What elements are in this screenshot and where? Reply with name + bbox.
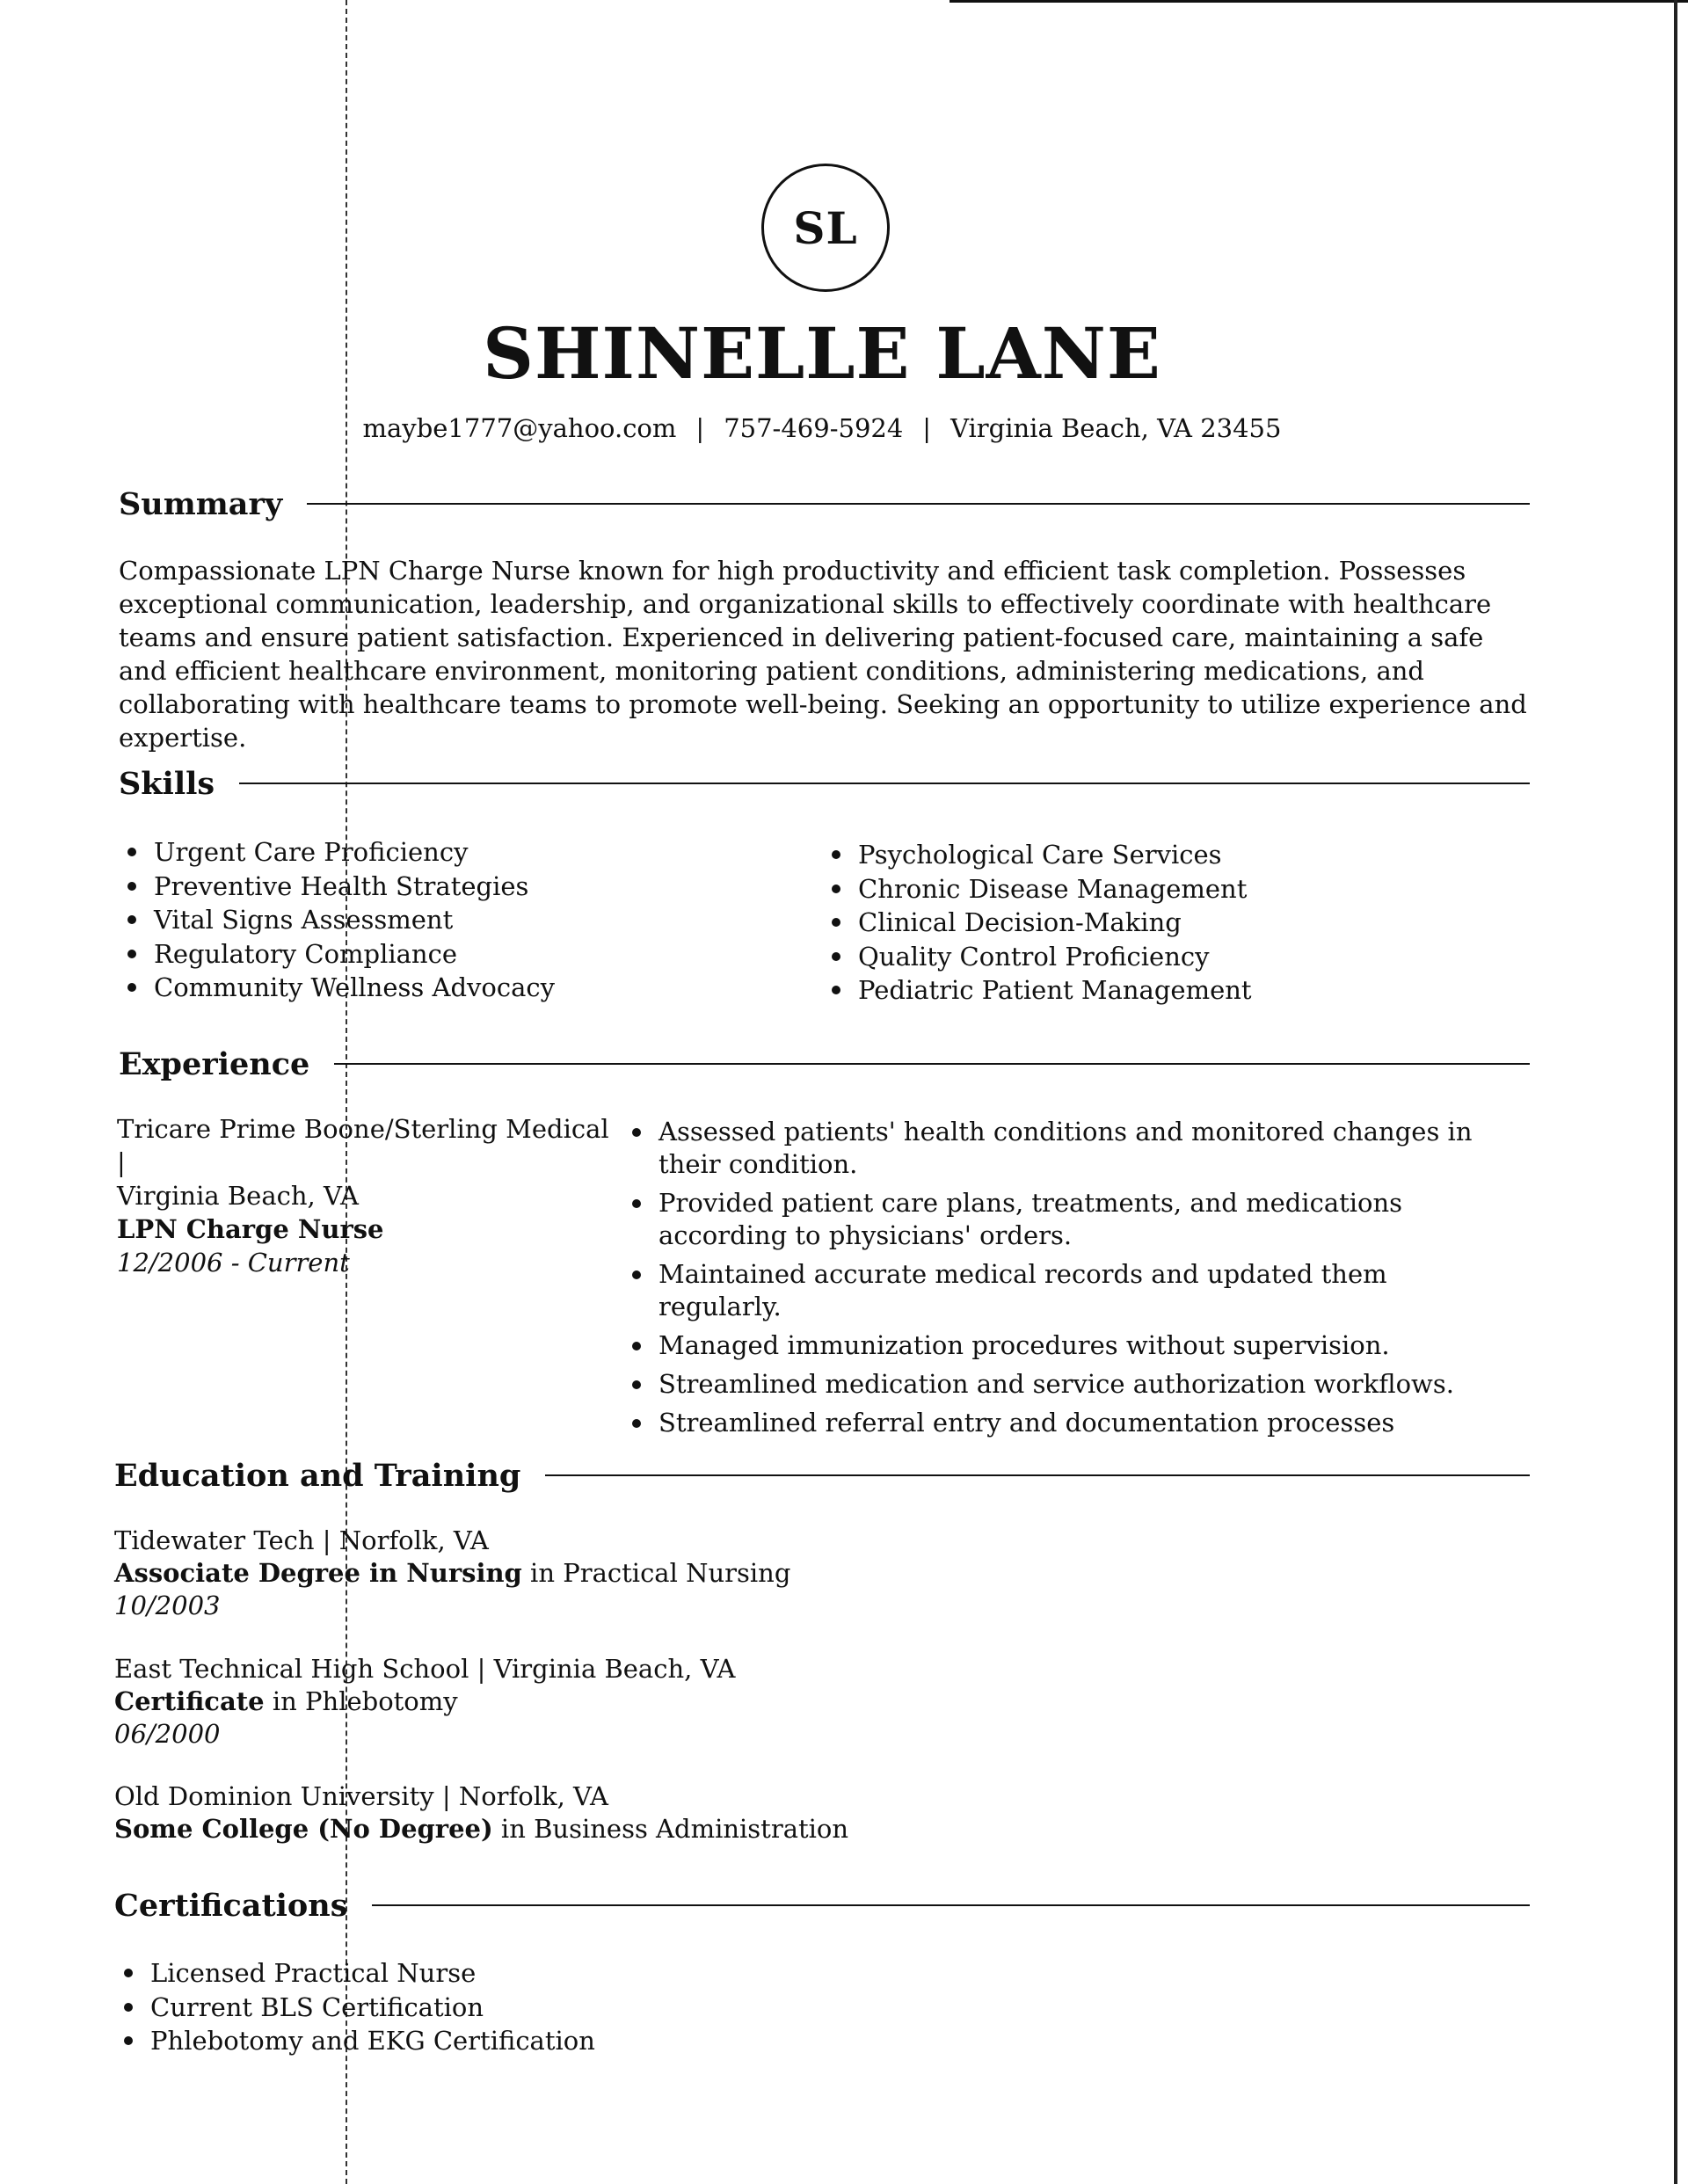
education-entry xyxy=(114,1525,993,1622)
section-experience-heading xyxy=(119,1042,1530,1086)
contact-location: Virginia Beach, VA 23455 xyxy=(950,413,1282,443)
edu-school: East Technical High School xyxy=(114,1654,469,1684)
job-bullet: Streamlined medication and service authorization workflows. xyxy=(625,1368,1513,1401)
certifications-list xyxy=(117,1956,820,2058)
edu-school: Tidewater Tech xyxy=(114,1525,315,1555)
section-summary-heading xyxy=(119,482,1530,526)
job-bullet: Maintained accurate medical records and updated them regularly. xyxy=(625,1258,1513,1323)
edu-field: in Practical Nursing xyxy=(521,1558,791,1588)
certification-item: Phlebotomy and EKG Certification xyxy=(117,2024,820,2058)
education-entry xyxy=(114,1653,993,1751)
edu-separator: | xyxy=(322,1525,331,1555)
job-bullet: Provided patient care plans, treatments, and medications according to physicians' orders. xyxy=(625,1187,1513,1252)
section-education-heading xyxy=(114,1453,1530,1497)
scan-edge-right xyxy=(1674,0,1677,2184)
skill-item: Pediatric Patient Management xyxy=(825,973,1528,1008)
edu-separator: | xyxy=(441,1781,451,1811)
edu-separator: | xyxy=(477,1654,486,1684)
summary-heading: Summary xyxy=(119,485,283,522)
section-divider xyxy=(545,1474,1530,1476)
certification-item: Licensed Practical Nurse xyxy=(117,1956,820,1991)
job-location: Virginia Beach, VA xyxy=(117,1181,359,1211)
edu-degree: Associate Degree in Nursing xyxy=(114,1558,522,1588)
skill-item: Psychological Care Services xyxy=(825,838,1528,872)
education-entry xyxy=(114,1780,993,1845)
skill-item: Preventive Health Strategies xyxy=(120,870,789,904)
monogram-initials: SL xyxy=(761,164,890,292)
skill-item: Community Wellness Advocacy xyxy=(120,971,789,1005)
job-bullets xyxy=(625,1116,1513,1445)
job-details xyxy=(117,1112,609,1279)
contact-separator: | xyxy=(695,413,705,443)
job-separator: | xyxy=(117,1147,126,1177)
section-certifications-heading xyxy=(114,1883,1530,1927)
edu-location: Norfolk, VA xyxy=(458,1781,608,1811)
certification-item: Current BLS Certification xyxy=(117,1991,820,2025)
skill-item: Clinical Decision-Making xyxy=(825,906,1528,940)
contact-line xyxy=(0,413,1644,443)
skills-list-right xyxy=(825,838,1528,1008)
certifications-heading: Certifications xyxy=(114,1887,348,1924)
skills-heading: Skills xyxy=(119,765,215,802)
contact-separator: | xyxy=(922,413,932,443)
scan-edge-top xyxy=(950,0,1688,3)
experience-heading: Experience xyxy=(119,1045,310,1082)
edu-field: in Phlebotomy xyxy=(264,1686,458,1716)
education-heading: Education and Training xyxy=(114,1457,521,1494)
edu-date: 06/2000 xyxy=(114,1719,221,1749)
edu-location: Norfolk, VA xyxy=(338,1525,489,1555)
section-divider xyxy=(372,1904,1530,1906)
skill-item: Chronic Disease Management xyxy=(825,872,1528,906)
job-bullet: Assessed patients' health conditions and monitored changes in their condition. xyxy=(625,1116,1513,1181)
job-dates: 12/2006 - Current xyxy=(117,1248,350,1278)
contact-email: maybe1777@yahoo.com xyxy=(362,413,677,443)
edu-degree: Some College (No Degree) xyxy=(114,1814,493,1844)
job-bullet: Streamlined referral entry and documentation processes xyxy=(625,1407,1513,1439)
skill-item: Vital Signs Assessment xyxy=(120,903,789,937)
edu-field: in Business Administration xyxy=(492,1814,849,1844)
edu-location: Virginia Beach, VA xyxy=(493,1654,736,1684)
job-title: LPN Charge Nurse xyxy=(117,1214,384,1244)
candidate-name: SHINELLE LANE xyxy=(483,312,1161,395)
skill-item: Quality Control Proficiency xyxy=(825,940,1528,974)
contact-phone: 757-469-5924 xyxy=(724,413,904,443)
skill-item: Urgent Care Proficiency xyxy=(120,835,789,870)
skill-item: Regulatory Compliance xyxy=(120,937,789,972)
edu-school: Old Dominion University xyxy=(114,1781,434,1811)
edu-date: 10/2003 xyxy=(114,1591,221,1620)
job-bullet: Managed immunization procedures without supervision. xyxy=(625,1329,1513,1362)
job-employer-line xyxy=(117,1112,609,1179)
section-divider xyxy=(334,1063,1530,1065)
section-divider xyxy=(239,783,1530,784)
job-employer: Tricare Prime Boone/Sterling Medical xyxy=(117,1114,609,1144)
section-divider xyxy=(307,503,1530,505)
section-skills-heading xyxy=(119,761,1530,805)
summary-text: Compassionate LPN Charge Nurse known for high productivity and efficient task completion. Possesses exceptional communication, leadership, and organizational skills to effectively coordinate with healthcare teams and ensure patient satisfaction. Experienced in delivering patient-focused care, maintaining a safe and efficient healthcare environment, monitoring patient conditions, administering medications, and collaborating with healthcare teams to promote well-being. Seeking an opportunity to utilize experience and expertise. xyxy=(119,556,1527,753)
skills-list-left xyxy=(120,835,789,1005)
edu-degree: Certificate xyxy=(114,1686,265,1716)
